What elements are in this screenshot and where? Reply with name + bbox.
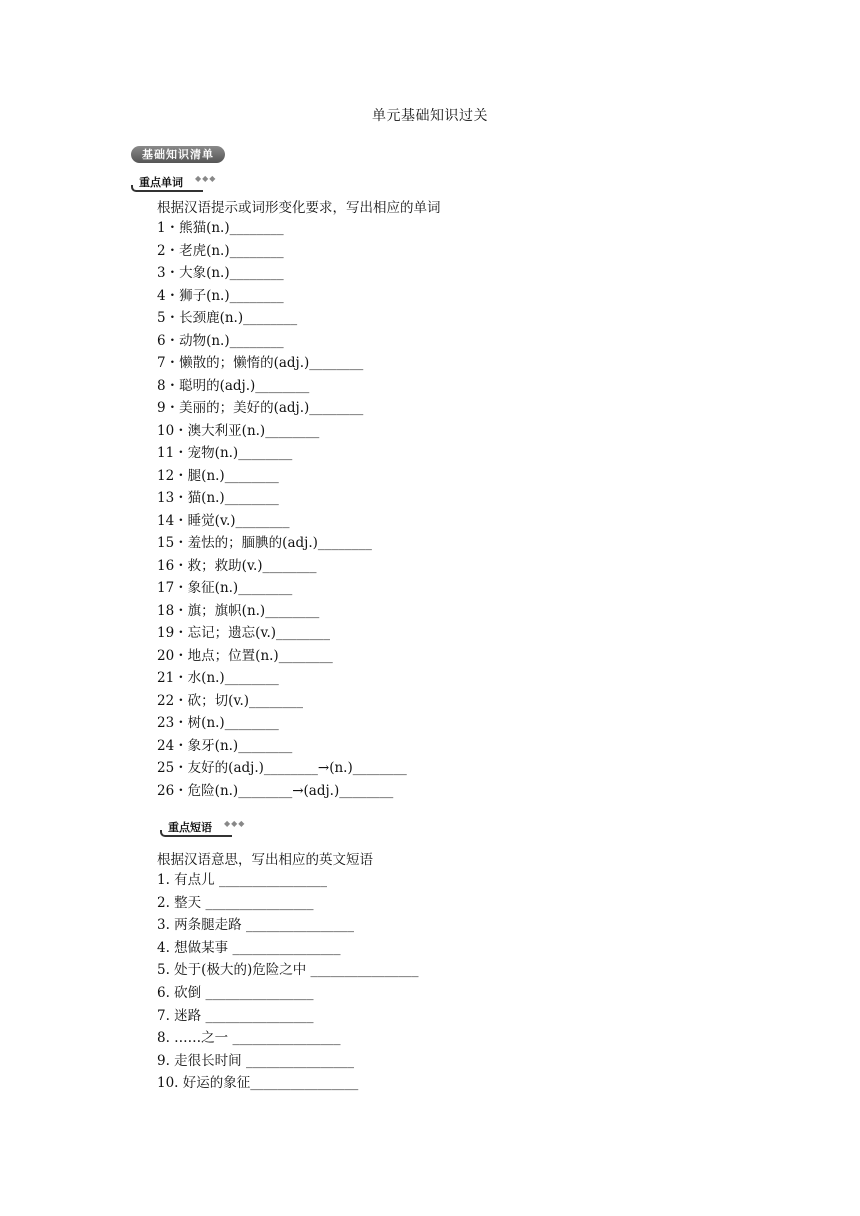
tag-underline — [131, 185, 203, 192]
list-item: 13・猫(n.)________ — [157, 490, 279, 506]
list-item: 9. 走很长时间 ________________ — [157, 1052, 354, 1069]
list-item: 11・宠物(n.)________ — [157, 445, 293, 461]
list-item: 3・大象(n.)________ — [157, 265, 284, 281]
list-item: 25・友好的(adj.)________→(n.)________ — [157, 760, 407, 776]
section-badge-basic-knowledge: 基础知识清单 — [131, 146, 225, 163]
list-item: 1・熊猫(n.)________ — [157, 220, 284, 236]
list-item: 6・动物(n.)________ — [157, 332, 284, 349]
section-tag-label: 重点短语 — [168, 821, 212, 834]
list-item: 10・澳大利亚(n.)________ — [157, 422, 320, 439]
list-item: 23・树(n.)________ — [157, 715, 279, 731]
list-item: 22・砍；切(v.)________ — [157, 692, 304, 709]
list-item: 12・腿(n.)________ — [157, 467, 279, 484]
page-title: 单元基础知识过关 — [372, 108, 488, 124]
list-item: 4. 想做某事 ________________ — [157, 939, 341, 956]
diamond-decoration-icon: ◆◆◆ — [224, 819, 246, 828]
section2-instruction: 根据汉语意思，写出相应的英文短语 — [157, 852, 373, 868]
list-item: 5・长颈鹿(n.)________ — [157, 310, 298, 326]
list-item: 6. 砍倒 ________________ — [157, 984, 314, 1001]
list-item: 21・水(n.)________ — [157, 670, 279, 686]
word-list — [157, 217, 407, 802]
list-item: 8. ……之一 ________________ — [157, 1030, 341, 1047]
section1-instruction: 根据汉语提示或词形变化要求，写出相应的单词 — [157, 200, 441, 216]
list-item: 20・地点；位置(n.)________ — [157, 647, 333, 664]
list-item: 17・象征(n.)________ — [157, 580, 293, 596]
list-item: 16・救；救助(v.)________ — [157, 557, 317, 574]
list-item: 1. 有点儿 ________________ — [157, 872, 327, 888]
section-tag-key-words — [131, 172, 251, 192]
phrase-list — [157, 869, 419, 1095]
list-item: 4・狮子(n.)________ — [157, 287, 284, 304]
list-item: 3. 两条腿走路 ________________ — [157, 917, 354, 934]
list-item: 7. 迷路 ________________ — [157, 1007, 314, 1024]
list-item: 7・懒散的；懒惰的(adj.)________ — [157, 355, 364, 371]
list-item: 19・忘记；遗忘(v.)________ — [157, 625, 331, 641]
list-item: 14・睡觉(v.)________ — [157, 512, 290, 529]
section-tag-label: 重点单词 — [139, 176, 183, 189]
tag-underline — [160, 830, 232, 837]
list-item: 26・危险(n.)________→(adj.)________ — [157, 782, 394, 799]
list-item: 15・羞怯的；腼腆的(adj.)________ — [157, 535, 372, 551]
list-item: 18・旗；旗帜(n.)________ — [157, 602, 320, 619]
list-item: 8・聪明的(adj.)________ — [157, 377, 310, 394]
list-item: 9・美丽的；美好的(adj.)________ — [157, 400, 364, 416]
diamond-decoration-icon: ◆◆◆ — [195, 174, 217, 183]
list-item: 2. 整天 ________________ — [157, 894, 314, 911]
list-item: 24・象牙(n.)________ — [157, 737, 293, 754]
section-tag-key-phrases — [160, 817, 280, 837]
list-item: 10. 好运的象征________________ — [157, 1075, 359, 1092]
list-item: 2・老虎(n.)________ — [157, 242, 284, 259]
list-item: 5. 处于(极大的)危险之中 ________________ — [157, 962, 419, 979]
